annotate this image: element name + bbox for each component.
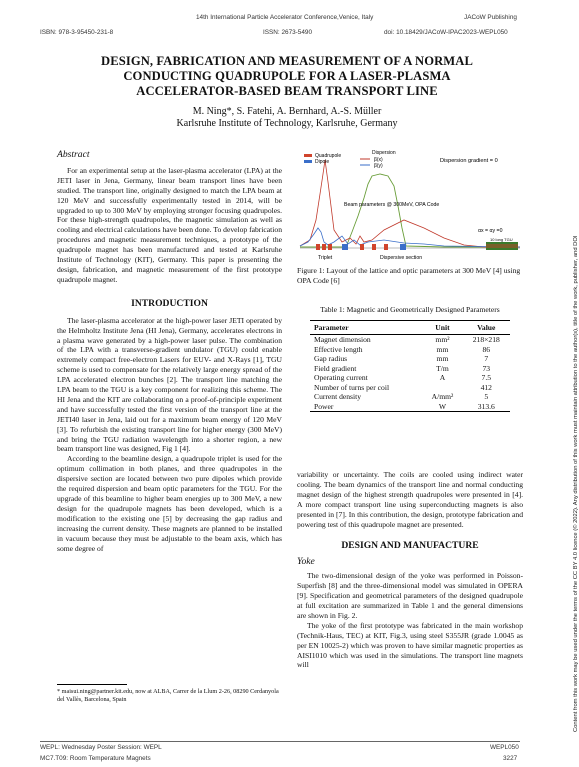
- page-number: 3227: [503, 755, 518, 762]
- table-cell: Operating current: [314, 373, 368, 382]
- intro-paragraph-1: The laser-plasma accelerator at the high-power laser JETI operated by the Helmholtz Institute Jena (HI Jena), Germany, accelerates electrons in a plasma wave generated by a high-power laser pulse. The combination of the LPA with a transverse-gradient undulator (TGU) could enable extremely compact free-electron Lasers for EUV- and X-Rays [1], TGU scheme is used to compensate for the relatively large energy spread of the LPA accelerated electron bunches [2]. The transport line matching the LPA beam to the TGU is a key component for realizing this scheme. The HI Jena and the KIT are collaborating on a proof-of-principle experiment and have successfully tested the first version of the transport line at the JETI40 laser in Jena, laid out for a maximum beam energy of 120 MeV [3]. To refurbish the existing transport line for higher energy (300 MeV) and bring the TGU radiation wavelength into a shorter region, a new beam transport line was designed, Fig 1 [4].: [57, 315, 282, 454]
- table-caption: Table 1: Magnetic and Geometrically Designed Parameters: [320, 305, 500, 314]
- title-line: DESIGN, FABRICATION AND MEASUREMENT OF A NORMAL: [101, 54, 473, 68]
- right-column: [297, 470, 523, 670]
- legend-quad-swatch: [304, 154, 312, 157]
- table-cell: Current density: [314, 392, 362, 401]
- table-cell: mm: [436, 344, 449, 354]
- table-row: [310, 364, 510, 374]
- quadrupole-marker: [328, 244, 332, 250]
- table-row: [310, 392, 510, 402]
- author-block: [40, 106, 534, 130]
- author-list: M. Ning*, S. Fatehi, A. Bernhard, A.-S. Müller: [192, 106, 382, 117]
- paper-title: [40, 54, 534, 99]
- title-line: CONDUCTING QUADRUPOLE FOR A LASER-PLASMA: [123, 69, 451, 83]
- table-cell: A: [439, 373, 446, 382]
- legend-beta-y: β(y): [374, 163, 383, 169]
- table-cell: Power: [310, 402, 422, 412]
- publisher-name: JACoW Publishing: [464, 14, 517, 21]
- abstract-heading: Abstract: [57, 149, 90, 160]
- label-dispersive-section: Dispersive section: [380, 255, 423, 261]
- table-cell: 7: [484, 354, 489, 363]
- figure-1: [294, 146, 524, 262]
- column-header: Unit: [422, 321, 462, 335]
- footnote-rule: [57, 684, 127, 685]
- table-row: [310, 373, 510, 383]
- design-paragraph-2: The yoke of the first prototype was fabricated in the main workshop (Technik-Haus, TEC) at KIT, Fig.3, using steel S355JR (grade 1.0045 as per EN 10025-2) which was proven to have similar magnetic properties as AISI1010 which was used in the simulations. The transport line magnets will: [297, 620, 523, 670]
- licence-notice: [565, 72, 579, 732]
- legend-dispersion-title: Dispersion: [372, 150, 396, 156]
- table-cell: 86: [482, 344, 491, 354]
- table-cell: Field gradient: [314, 363, 357, 373]
- issn: ISSN: 2673-5490: [263, 29, 313, 36]
- legend-dipole: Dipole: [315, 159, 330, 165]
- footer-rule: [40, 741, 520, 742]
- table-cell: Gap radius: [314, 354, 348, 363]
- table-cell: 412: [480, 382, 492, 392]
- table-cell: 313.6: [463, 402, 510, 412]
- continued-paragraph: variability or uncertainty. The coils are cooled using indirect water cooling. The beam dynamics of the transport line and normal conducting magnet design of the highest strength quadrupoles were presented in [4]. A more compact transport line using superconducting magnets is also presented in [7]. In this contribution, the design, prototype fabrication and powering test of this quadrupole magnet are presented.: [297, 470, 523, 529]
- column-header: Parameter: [310, 321, 422, 335]
- table-cell: Magnet dimension: [314, 335, 371, 344]
- dipole-marker: [342, 244, 348, 250]
- table-cell: 73: [482, 363, 491, 373]
- legend-dipole-swatch: [304, 160, 312, 163]
- lattice-optics-plot: [294, 146, 524, 262]
- legend-beta-x: β(x): [374, 157, 383, 163]
- quadrupole-marker: [384, 244, 388, 250]
- table-cell: Number of turns per coil: [314, 382, 390, 392]
- design-paragraph-1: The two-dimensional design of the yoke was performed in Poisson-Superfish [8] and the three-dimensional model was simulated in OPERA [9]. Specification and geometrical parameters of the designed quadrupole at full excitation are summarized in Table 1 and the general dimensions are shown in Fig. 2.: [297, 571, 523, 620]
- quadrupole-marker: [360, 244, 364, 250]
- table-cell: W: [422, 402, 462, 412]
- licence-text: Content from this work may be used under the terms of the CC BY 4.0 licence (© 2022). Any distribution of this work must maintain attribution to the author(s), title of the work, publisher, and DOI: [573, 235, 579, 732]
- quadrupole-marker: [372, 244, 376, 250]
- tgu-undulator-stripes: [486, 244, 518, 248]
- figure-caption: Figure 1: Layout of the lattice and optic parameters at 300 MeV [4] using OPA Code [6]: [297, 266, 521, 285]
- left-column: [57, 150, 282, 553]
- quadrupole-marker: [322, 244, 326, 250]
- table-row: [310, 383, 510, 393]
- design-heading: DESIGN AND MANUFACTURE: [341, 540, 479, 552]
- quadrupole-marker: [316, 244, 320, 250]
- table-cell: mm²: [435, 335, 450, 344]
- footnote: * maisui.ning@partner.kit.edu, now at ALBA, Carrer de la Llum 2-26, 08290 Cerdanyola del Vallès, Barcelona, Spain: [57, 688, 279, 703]
- legend-quadrupole: Quadrupole: [315, 153, 342, 159]
- dipole-marker: [400, 244, 406, 250]
- table-header-row: [310, 321, 510, 335]
- isbn: ISBN: 978-3-95450-231-8: [40, 29, 114, 36]
- table-cell: A/mm²: [431, 392, 454, 401]
- table-row: [310, 345, 510, 355]
- table-cell: Effective length: [314, 344, 363, 354]
- intro-heading: INTRODUCTION: [131, 297, 208, 309]
- title-line: ACCELERATOR-BASED BEAM TRANSPORT LINE: [136, 84, 438, 98]
- label-triplet: Triplet: [318, 255, 333, 261]
- footer-category: MC7.T09: Room Temperature Magnets: [40, 755, 151, 762]
- table-cell: [422, 383, 462, 393]
- table-row: [310, 354, 510, 364]
- conference-name: 14th International Particle Accelerator Conference,Venice, Italy: [196, 14, 374, 21]
- footer-paper-id: WEPL050: [490, 744, 519, 751]
- label-dispersion-gradient: Dispersion gradient = 0: [440, 158, 498, 164]
- table-row: [310, 402, 510, 412]
- intro-paragraph-2: According to the beamline design, a quadrupole triplet is used for the optimum collimation in both planes, and three quadrupoles in the dispersive section are located between two pure dipoles which provide the required dispersion and beam optic parameters for the TGU. For the upgrade of this beamline to higher beam energies up to 300 MeV, a new design for the quadrupole magnets has been developed, which is a modification to the existing one [5] by decreasing the gap radius and increasing the current density. These magnets are planned to be installed in vacuum because they must be adjustable to the beam axis, which has some degree of: [57, 454, 282, 553]
- label-tgu: 10 long TGU: [490, 237, 513, 242]
- yoke-subheading: Yoke: [297, 556, 315, 568]
- footer-session: WEPL: Wednesday Poster Session: WEPL: [40, 744, 162, 751]
- table-row: [310, 335, 510, 345]
- column-header: Value: [463, 321, 510, 335]
- table-cell: T/m: [436, 363, 449, 373]
- label-alpha: αx = αy =0: [478, 228, 503, 234]
- affiliation: Karlsruhe Institute of Technology, Karlsruhe, Germany: [176, 118, 398, 129]
- parameter-table: [310, 320, 510, 412]
- table-cell: 7.5: [481, 373, 492, 382]
- abstract-text: For an experimental setup at the laser-plasma accelerator (LPA) at the JETI laser in Jena, Germany, linear beam transport lines have been studied. The transport line, originally designed to match the LPA beam at 120 MeV and successfully experimentally tested in 2014, will be upgraded to up to 300 MeV by employing stronger focusing quadrupoles. For these high-strength quadrupoles, the magnetic simulation as well as cooling and electrical calculations have been done. To develop fabrication procedures and magnetic measurement techniques, a prototype of the quadrupole magnet has been manufactured and tested at Karlsruhe Institute of Technology (KIT), Germany. This paper is presenting the design, fabrication, and magnetic measurement of the first prototype quadrupole magnet.: [57, 165, 282, 284]
- table-cell: mm: [436, 354, 449, 363]
- table-cell: 218×218: [472, 335, 500, 344]
- doi: doi: 10.18429/JACoW-IPAC2023-WEPL050: [384, 29, 508, 36]
- label-beam-parameters: Beam parameters @ 300MeV, OPA Code: [344, 202, 440, 208]
- table-cell: 5: [484, 392, 489, 401]
